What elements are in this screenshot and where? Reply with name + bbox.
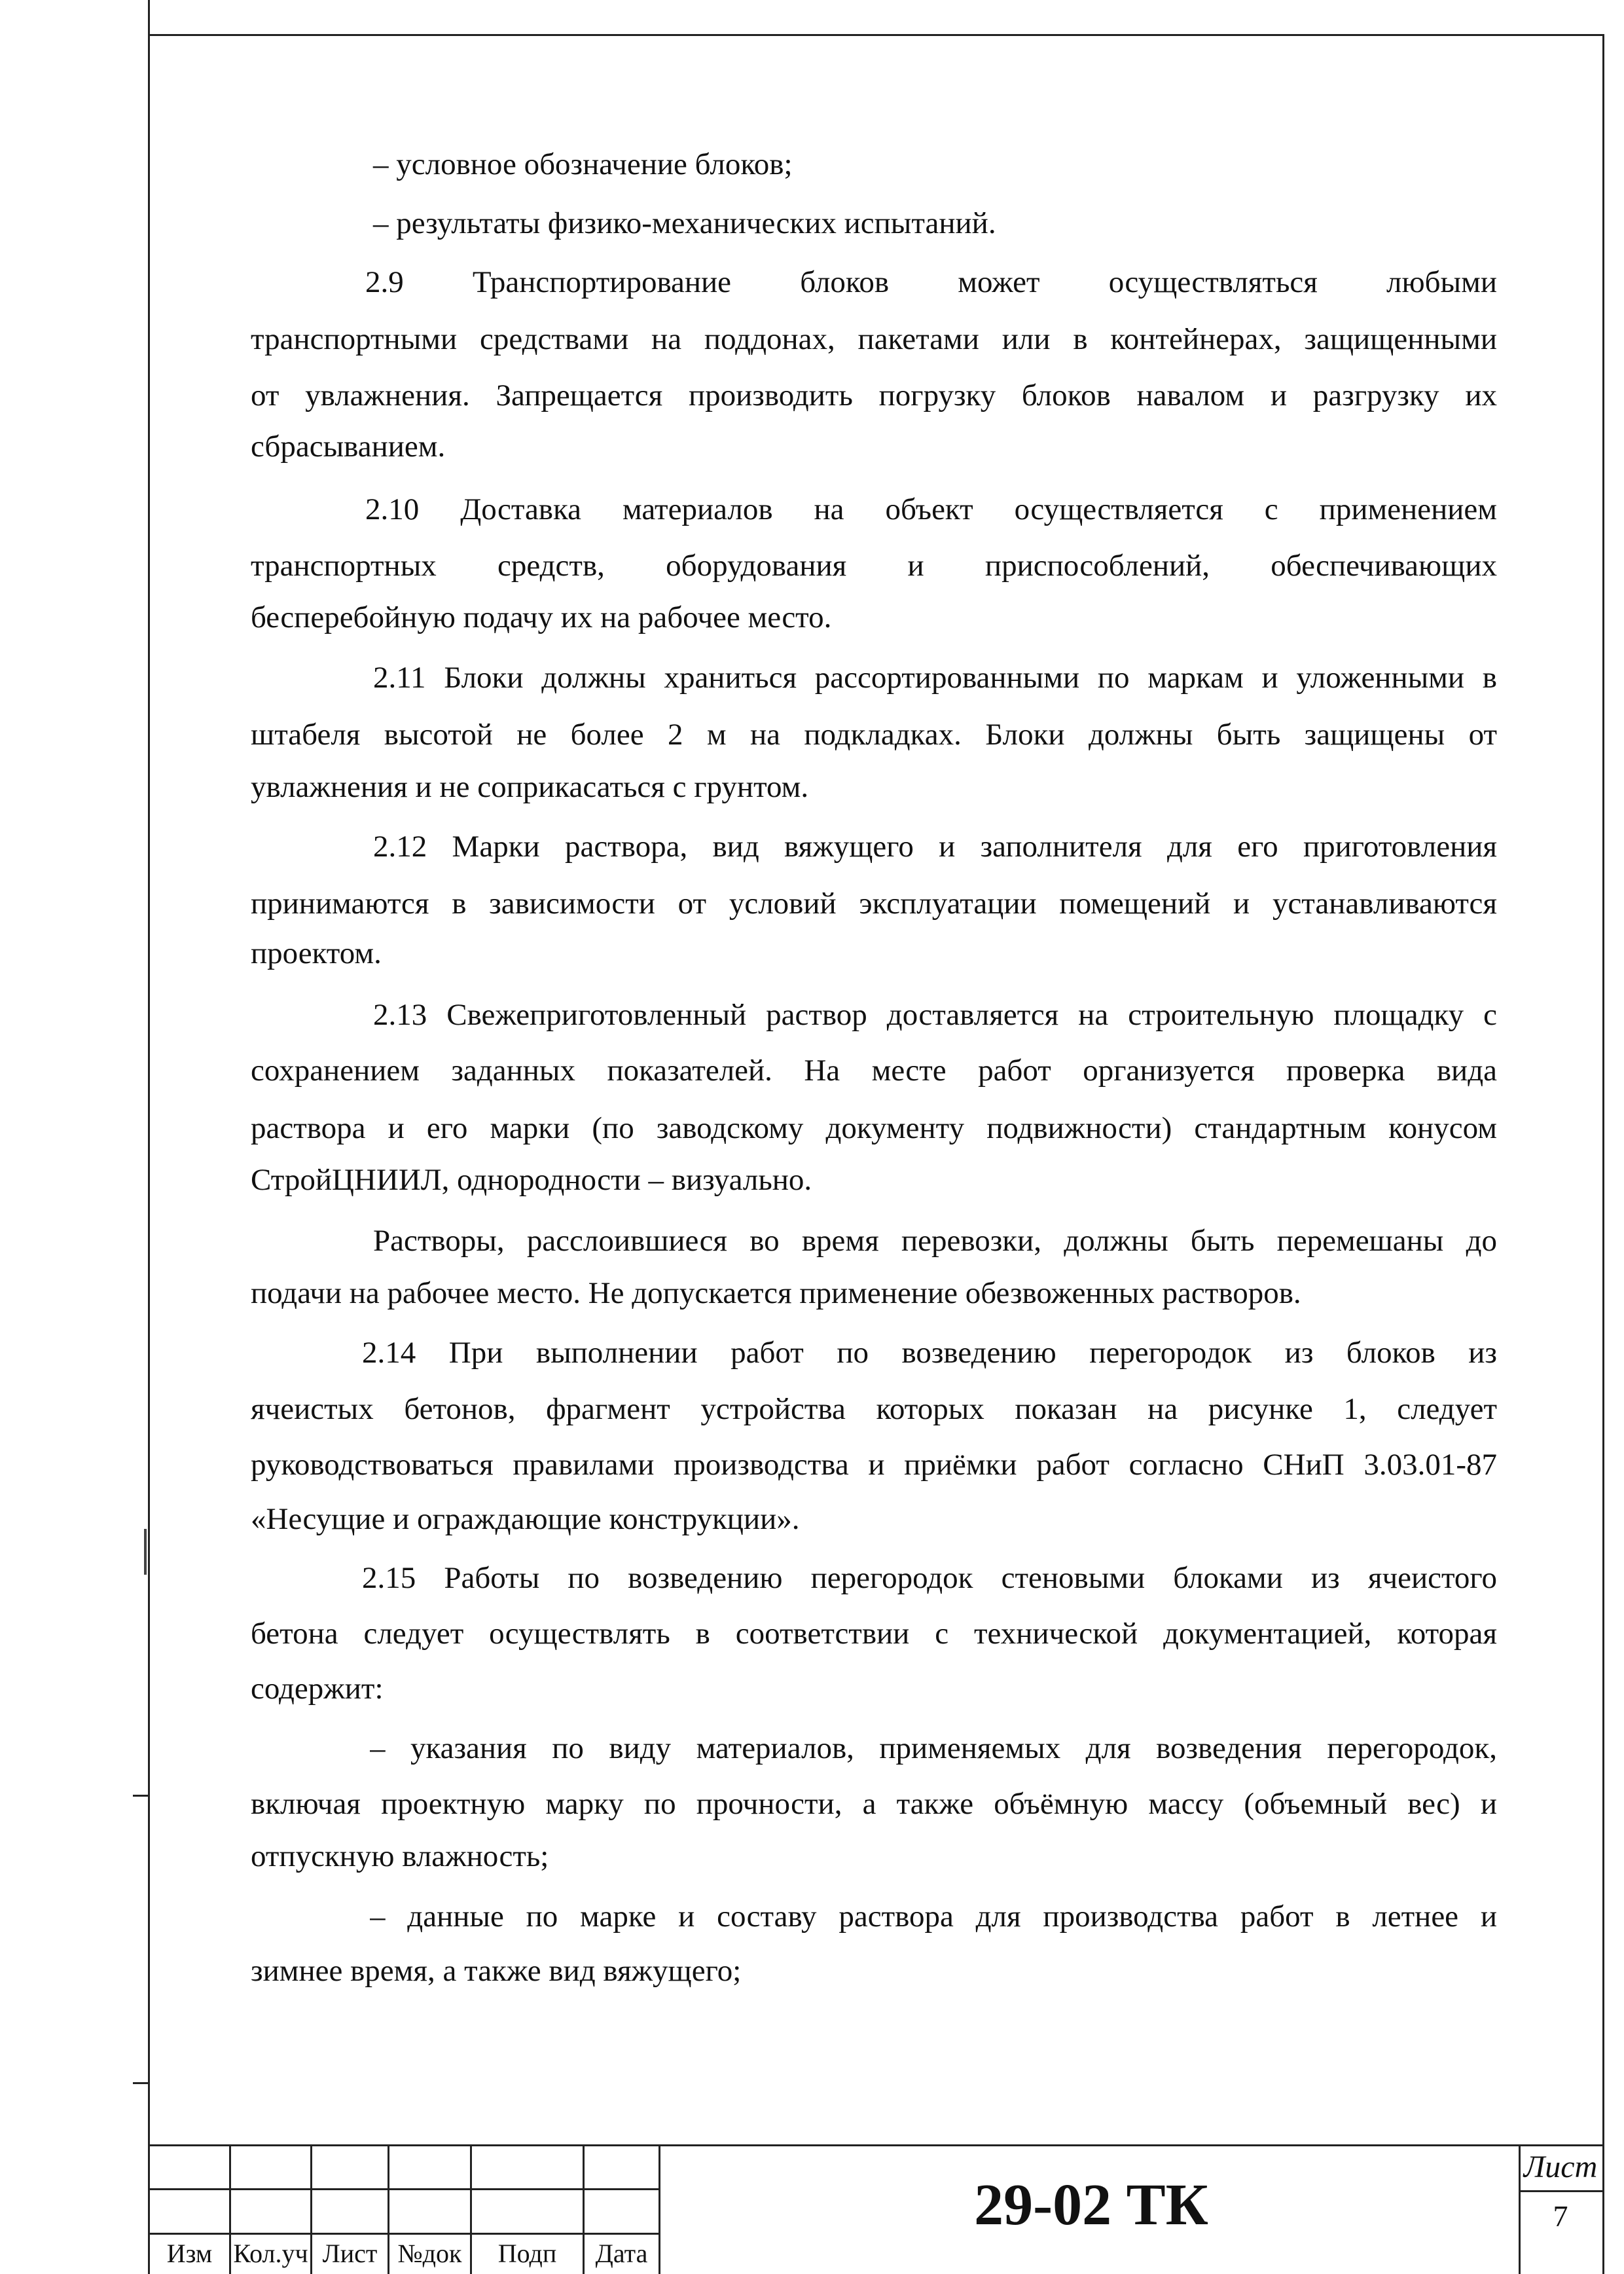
paragraph-line: СтройЦНИИЛ, однородности – визуально.	[251, 1163, 812, 1197]
paragraph-line: «Несущие и ограждающие конструкции».	[251, 1502, 800, 1536]
list-item: включая проектную марку по прочности, а также объёмную массу (объемный вес) и	[251, 1787, 1497, 1821]
paragraph-line: сбрасыванием.	[251, 430, 446, 464]
paragraph-line: 2.9 Транспортирование блоков может осуществляться любыми	[365, 265, 1497, 299]
list-item: – данные по марке и составу раствора для производства работ в летнее и	[370, 1899, 1497, 1934]
list-item: – условное обозначение блоков;	[373, 147, 793, 181]
stamp-column-label: Дата	[595, 2239, 648, 2268]
paragraph-line: штабеля высотой не более 2 м на подкладках. Блоки должны быть защищены от	[251, 718, 1497, 752]
paragraph-line: проектом.	[251, 936, 382, 970]
paragraph-line: ячеистых бетонов, фрагмент устройства которых показан на рисунке 1, следует	[251, 1392, 1497, 1426]
paragraph-line: подачи на рабочее место. Не допускается применение обезвоженных растворов.	[251, 1276, 1301, 1310]
paragraph-line: 2.15 Работы по возведению перегородок стеновыми блоками из ячеистого	[362, 1561, 1497, 1595]
stamp-column-label: Лист	[322, 2239, 378, 2268]
sheet-label: Лист	[1523, 2150, 1598, 2184]
stamp-column-label: №док	[397, 2239, 462, 2268]
paragraph-line: содержит:	[251, 1672, 384, 1706]
list-item: – указания по виду материалов, применяемых для возведения перегородок,	[370, 1731, 1497, 1765]
paragraph-line: 2.14 При выполнении работ по возведению перегородок из блоков из	[362, 1336, 1497, 1370]
paragraph-line: сохранением заданных показателей. На месте работ организуется проверка вида	[251, 1054, 1497, 1088]
margin-tick	[133, 2082, 149, 2084]
list-item: отпускную влажность;	[251, 1839, 549, 1873]
margin-tick	[133, 1795, 149, 1797]
paragraph-line: увлажнения и не соприкасаться с грунтом.	[251, 770, 809, 804]
paragraph-line: 2.10 Доставка материалов на объект осуществляется с применением	[365, 492, 1497, 526]
paragraph-line: принимаются в зависимости от условий эксплуатации помещений и устанавливаются	[251, 887, 1497, 921]
paragraph-line: транспортных средств, оборудования и приспособлений, обеспечивающих	[251, 549, 1497, 583]
frame-top-border	[148, 34, 1604, 36]
paragraph-line: бесперебойную подачу их на рабочее место.	[251, 600, 832, 634]
list-item: зимнее время, а также вид вяжущего;	[251, 1954, 742, 1988]
paragraph-line: транспортными средствами на поддонах, пакетами или в контейнерах, защищенными	[251, 322, 1497, 356]
stamp-column-label: Подп	[497, 2239, 557, 2268]
paragraph-line: раствора и его марки (по заводскому документу подвижности) стандартным конусом	[251, 1111, 1497, 1145]
margin-mark	[144, 1529, 147, 1575]
stamp-column-label: Изм	[166, 2239, 213, 2268]
document-code: 29-02 ТК	[974, 2173, 1208, 2237]
paragraph-line: бетона следует осуществлять в соответствии с технической документацией, которая	[251, 1617, 1497, 1651]
list-item: – результаты физико-механических испытаний.	[373, 206, 996, 240]
frame-right-border	[1602, 34, 1604, 2274]
paragraph-line: 2.12 Марки раствора, вид вяжущего и заполнителя для его приготовления	[373, 830, 1497, 864]
sheet-number: 7	[1553, 2199, 1568, 2233]
paragraph-line: 2.11 Блоки должны храниться рассортированными по маркам и уложенными в	[373, 661, 1497, 695]
paragraph-line: Растворы, расслоившиеся во время перевозки, должны быть перемешаны до	[373, 1224, 1497, 1258]
stamp-line	[1519, 2190, 1604, 2192]
paragraph-line: руководствоваться правилами производства и приёмки работ согласно СНиП 3.03.01-87	[251, 1448, 1497, 1482]
stamp-column-label: Кол.уч	[233, 2239, 308, 2268]
paragraph-line: 2.13 Свежеприготовленный раствор доставляется на строительную площадку с	[373, 998, 1497, 1032]
paragraph-line: от увлажнения. Запрещается производить погрузку блоков навалом и разгрузку их	[251, 378, 1497, 413]
frame-left-border	[148, 0, 150, 2274]
stamp-line	[148, 2188, 659, 2190]
